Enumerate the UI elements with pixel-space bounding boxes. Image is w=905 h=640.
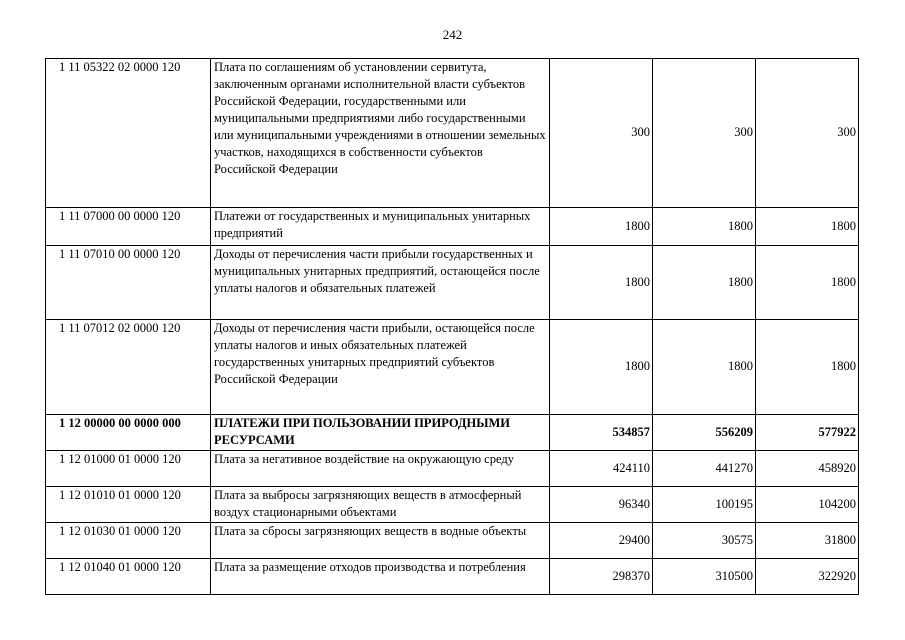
value-year-2-cell: 556209 [653, 415, 756, 451]
table-row [46, 487, 859, 523]
value-year-3-cell: 322920 [756, 559, 859, 595]
table-row [46, 246, 859, 320]
value-year-1-cell: 1800 [550, 320, 653, 415]
value-year-1-cell: 298370 [550, 559, 653, 595]
budget-code-cell: 1 12 01010 01 0000 120 [46, 487, 211, 523]
description-cell: ПЛАТЕЖИ ПРИ ПОЛЬЗОВАНИИ ПРИРОДНЫМИ РЕСУРСАМИ [211, 415, 550, 451]
description-cell: Плата по соглашениям об установлении сервитута, заключенным органами исполнительной власти субъектов Российской Федерации, государственными или муниципальными предприятиями либо государственными или муниципальными учреждениями в отношении земельных участков, находящихся в собственности субъектов Российской Федерации [211, 59, 550, 208]
value-year-2-cell: 1800 [653, 320, 756, 415]
table-row [46, 208, 859, 246]
value-year-2-cell: 441270 [653, 451, 756, 487]
description-cell: Плата за сбросы загрязняющих веществ в водные объекты [211, 523, 550, 559]
value-year-1-cell: 424110 [550, 451, 653, 487]
budget-table-body [46, 59, 859, 595]
value-year-1-cell: 29400 [550, 523, 653, 559]
value-year-3-cell: 31800 [756, 523, 859, 559]
value-year-2-cell: 300 [653, 59, 756, 208]
value-year-1-cell: 300 [550, 59, 653, 208]
budget-code-cell: 1 12 01000 01 0000 120 [46, 451, 211, 487]
value-year-3-cell: 1800 [756, 208, 859, 246]
value-year-3-cell: 300 [756, 59, 859, 208]
description-cell: Плата за негативное воздействие на окружающую среду [211, 451, 550, 487]
budget-code-cell: 1 11 07012 02 0000 120 [46, 320, 211, 415]
value-year-2-cell: 1800 [653, 246, 756, 320]
value-year-3-cell: 577922 [756, 415, 859, 451]
page-number: 242 [442, 27, 463, 42]
budget-table [45, 58, 859, 595]
budget-code-cell: 1 11 07010 00 0000 120 [46, 246, 211, 320]
value-year-2-cell: 100195 [653, 487, 756, 523]
description-cell: Доходы от перечисления части прибыли, остающейся после уплаты налогов и иных обязательных платежей государственных унитарных предприятий субъектов Российской Федерации [211, 320, 550, 415]
value-year-2-cell: 30575 [653, 523, 756, 559]
budget-code-cell: 1 12 01040 01 0000 120 [46, 559, 211, 595]
value-year-1-cell: 96340 [550, 487, 653, 523]
table-row [46, 559, 859, 595]
value-year-2-cell: 310500 [653, 559, 756, 595]
table-row [46, 523, 859, 559]
description-cell: Доходы от перечисления части прибыли государственных и муниципальных унитарных предприятий, остающейся после уплаты налогов и обязательных платежей [211, 246, 550, 320]
table-row [46, 59, 859, 208]
description-cell: Плата за выбросы загрязняющих веществ в атмосферный воздух стационарными объектами [211, 487, 550, 523]
value-year-3-cell: 104200 [756, 487, 859, 523]
value-year-2-cell: 1800 [653, 208, 756, 246]
budget-code-cell: 1 12 01030 01 0000 120 [46, 523, 211, 559]
value-year-3-cell: 458920 [756, 451, 859, 487]
value-year-1-cell: 534857 [550, 415, 653, 451]
budget-code-cell: 1 12 00000 00 0000 000 [46, 415, 211, 451]
value-year-3-cell: 1800 [756, 320, 859, 415]
table-row [46, 415, 859, 451]
budget-code-cell: 1 11 05322 02 0000 120 [46, 59, 211, 208]
table-row [46, 451, 859, 487]
value-year-1-cell: 1800 [550, 246, 653, 320]
budget-code-cell: 1 11 07000 00 0000 120 [46, 208, 211, 246]
description-cell: Платежи от государственных и муниципальных унитарных предприятий [211, 208, 550, 246]
value-year-1-cell: 1800 [550, 208, 653, 246]
description-cell: Плата за размещение отходов производства и потребления [211, 559, 550, 595]
table-row [46, 320, 859, 415]
value-year-3-cell: 1800 [756, 246, 859, 320]
